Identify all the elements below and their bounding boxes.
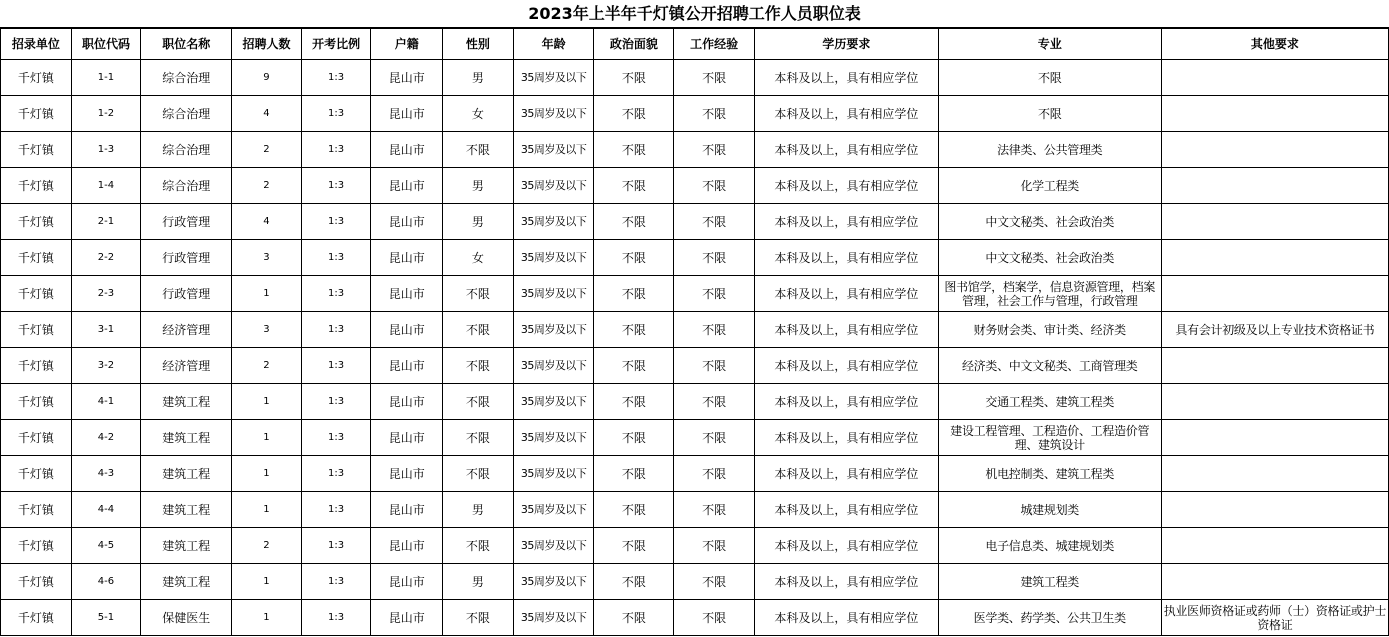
cell-experience: 不限 [674,384,755,420]
cell-ratio: 1:3 [301,168,371,204]
cell-hukou: 昆山市 [371,420,443,456]
cell-code: 1-1 [71,60,141,96]
cell-count: 1 [232,600,302,636]
cell-other [1161,492,1388,528]
table-row [1,60,1389,96]
cell-code: 3-1 [71,312,141,348]
cell-gender: 女 [443,96,514,132]
cell-count: 1 [232,564,302,600]
cell-major: 化学工程类 [938,168,1161,204]
cell-ratio: 1:3 [301,600,371,636]
cell-ratio: 1:3 [301,420,371,456]
cell-gender: 不限 [443,132,514,168]
cell-age: 35周岁及以下 [513,384,594,420]
cell-unit: 千灯镇 [1,348,72,384]
cell-code: 4-4 [71,492,141,528]
table-row [1,384,1389,420]
cell-unit: 千灯镇 [1,492,72,528]
cell-politics: 不限 [594,528,674,564]
cell-unit: 千灯镇 [1,240,72,276]
cell-experience: 不限 [674,312,755,348]
cell-major: 电子信息类、城建规划类 [938,528,1161,564]
cell-experience: 不限 [674,204,755,240]
cell-experience: 不限 [674,528,755,564]
cell-education: 本科及以上，具有相应学位 [754,528,938,564]
cell-other [1161,276,1388,312]
cell-age: 35周岁及以下 [513,420,594,456]
cell-major: 机电控制类、建筑工程类 [938,456,1161,492]
table-row [1,276,1389,312]
header-cell: 学历要求 [754,29,938,60]
cell-age: 35周岁及以下 [513,492,594,528]
table-row [1,240,1389,276]
cell-name: 经济管理 [141,348,232,384]
cell-code: 4-6 [71,564,141,600]
cell-count: 2 [232,528,302,564]
cell-politics: 不限 [594,60,674,96]
cell-other [1161,528,1388,564]
cell-other [1161,384,1388,420]
cell-education: 本科及以上，具有相应学位 [754,60,938,96]
cell-other [1161,456,1388,492]
cell-code: 5-1 [71,600,141,636]
cell-experience: 不限 [674,600,755,636]
cell-education: 本科及以上，具有相应学位 [754,420,938,456]
cell-age: 35周岁及以下 [513,132,594,168]
cell-count: 1 [232,456,302,492]
table-row [1,348,1389,384]
cell-name: 建筑工程 [141,420,232,456]
cell-other [1161,132,1388,168]
cell-name: 行政管理 [141,276,232,312]
cell-education: 本科及以上，具有相应学位 [754,168,938,204]
cell-ratio: 1:3 [301,204,371,240]
cell-other [1161,96,1388,132]
cell-experience: 不限 [674,60,755,96]
cell-age: 35周岁及以下 [513,564,594,600]
cell-age: 35周岁及以下 [513,168,594,204]
cell-politics: 不限 [594,96,674,132]
sheet-title: 2023年上半年千灯镇公开招聘工作人员职位表 [0,0,1389,28]
header-cell: 招录单位 [1,29,72,60]
cell-politics: 不限 [594,276,674,312]
cell-age: 35周岁及以下 [513,60,594,96]
cell-experience: 不限 [674,168,755,204]
cell-gender: 不限 [443,420,514,456]
cell-name: 建筑工程 [141,384,232,420]
cell-code: 1-4 [71,168,141,204]
cell-name: 行政管理 [141,240,232,276]
table-row [1,312,1389,348]
cell-politics: 不限 [594,240,674,276]
cell-code: 3-2 [71,348,141,384]
cell-count: 1 [232,384,302,420]
table-row [1,528,1389,564]
cell-unit: 千灯镇 [1,312,72,348]
cell-education: 本科及以上，具有相应学位 [754,348,938,384]
cell-major: 财务财会类、审计类、经济类 [938,312,1161,348]
cell-experience: 不限 [674,456,755,492]
cell-ratio: 1:3 [301,240,371,276]
cell-age: 35周岁及以下 [513,312,594,348]
table-row [1,168,1389,204]
header-cell: 职位名称 [141,29,232,60]
cell-code: 4-3 [71,456,141,492]
cell-major: 中文文秘类、社会政治类 [938,240,1161,276]
cell-major: 图书馆学，档案学，信息资源管理，档案管理，社会工作与管理，行政管理 [938,276,1161,312]
header-row [1,29,1389,60]
cell-unit: 千灯镇 [1,564,72,600]
cell-gender: 不限 [443,600,514,636]
cell-politics: 不限 [594,204,674,240]
header-cell: 职位代码 [71,29,141,60]
cell-education: 本科及以上，具有相应学位 [754,564,938,600]
table-row [1,420,1389,456]
cell-unit: 千灯镇 [1,60,72,96]
cell-unit: 千灯镇 [1,96,72,132]
cell-name: 建筑工程 [141,492,232,528]
cell-other [1161,240,1388,276]
position-table [0,28,1389,636]
table-row [1,564,1389,600]
cell-unit: 千灯镇 [1,384,72,420]
cell-experience: 不限 [674,132,755,168]
cell-politics: 不限 [594,420,674,456]
cell-count: 2 [232,348,302,384]
header-cell: 年龄 [513,29,594,60]
cell-gender: 不限 [443,456,514,492]
cell-name: 综合治理 [141,168,232,204]
cell-code: 1-2 [71,96,141,132]
cell-major: 建设工程管理、工程造价、工程造价管理、建筑设计 [938,420,1161,456]
cell-count: 1 [232,420,302,456]
cell-count: 3 [232,240,302,276]
cell-experience: 不限 [674,240,755,276]
cell-ratio: 1:3 [301,564,371,600]
cell-hukou: 昆山市 [371,528,443,564]
cell-count: 1 [232,276,302,312]
cell-major: 交通工程类、建筑工程类 [938,384,1161,420]
cell-other: 执业医师资格证或药师（士）资格证或护士资格证 [1161,600,1388,636]
cell-education: 本科及以上，具有相应学位 [754,456,938,492]
cell-name: 行政管理 [141,204,232,240]
cell-code: 4-2 [71,420,141,456]
header-cell: 性别 [443,29,514,60]
cell-gender: 男 [443,168,514,204]
cell-major: 城建规划类 [938,492,1161,528]
header-cell: 户籍 [371,29,443,60]
cell-politics: 不限 [594,492,674,528]
cell-education: 本科及以上，具有相应学位 [754,240,938,276]
cell-major: 法律类、公共管理类 [938,132,1161,168]
cell-ratio: 1:3 [301,492,371,528]
cell-unit: 千灯镇 [1,168,72,204]
cell-count: 1 [232,492,302,528]
header-cell: 工作经验 [674,29,755,60]
cell-other [1161,420,1388,456]
cell-gender: 不限 [443,528,514,564]
cell-education: 本科及以上，具有相应学位 [754,600,938,636]
cell-gender: 不限 [443,348,514,384]
cell-ratio: 1:3 [301,132,371,168]
cell-ratio: 1:3 [301,312,371,348]
cell-code: 2-1 [71,204,141,240]
cell-other: 具有会计初级及以上专业技术资格证书 [1161,312,1388,348]
cell-experience: 不限 [674,276,755,312]
cell-count: 4 [232,204,302,240]
cell-politics: 不限 [594,168,674,204]
cell-other [1161,168,1388,204]
cell-code: 4-5 [71,528,141,564]
table-body [1,60,1389,636]
cell-age: 35周岁及以下 [513,276,594,312]
cell-name: 综合治理 [141,96,232,132]
table-row [1,204,1389,240]
header-cell: 政治面貌 [594,29,674,60]
table-row [1,600,1389,636]
cell-experience: 不限 [674,492,755,528]
cell-gender: 男 [443,60,514,96]
cell-count: 2 [232,132,302,168]
cell-unit: 千灯镇 [1,420,72,456]
cell-education: 本科及以上，具有相应学位 [754,132,938,168]
cell-hukou: 昆山市 [371,456,443,492]
cell-other [1161,348,1388,384]
cell-politics: 不限 [594,384,674,420]
cell-other [1161,204,1388,240]
cell-code: 4-1 [71,384,141,420]
cell-hukou: 昆山市 [371,204,443,240]
cell-experience: 不限 [674,564,755,600]
cell-count: 2 [232,168,302,204]
cell-major: 中文文秘类、社会政治类 [938,204,1161,240]
cell-age: 35周岁及以下 [513,348,594,384]
cell-education: 本科及以上，具有相应学位 [754,492,938,528]
cell-code: 2-3 [71,276,141,312]
cell-gender: 女 [443,240,514,276]
cell-age: 35周岁及以下 [513,96,594,132]
header-cell: 其他要求 [1161,29,1388,60]
cell-gender: 男 [443,204,514,240]
cell-ratio: 1:3 [301,384,371,420]
cell-name: 建筑工程 [141,564,232,600]
cell-other [1161,564,1388,600]
cell-ratio: 1:3 [301,276,371,312]
cell-hukou: 昆山市 [371,564,443,600]
cell-unit: 千灯镇 [1,276,72,312]
cell-count: 9 [232,60,302,96]
cell-gender: 不限 [443,276,514,312]
cell-ratio: 1:3 [301,348,371,384]
cell-name: 建筑工程 [141,456,232,492]
cell-experience: 不限 [674,348,755,384]
cell-hukou: 昆山市 [371,96,443,132]
cell-age: 35周岁及以下 [513,528,594,564]
cell-education: 本科及以上，具有相应学位 [754,204,938,240]
cell-hukou: 昆山市 [371,600,443,636]
cell-hukou: 昆山市 [371,240,443,276]
cell-hukou: 昆山市 [371,312,443,348]
cell-count: 4 [232,96,302,132]
cell-unit: 千灯镇 [1,132,72,168]
table-row [1,456,1389,492]
cell-unit: 千灯镇 [1,456,72,492]
cell-name: 保健医生 [141,600,232,636]
cell-name: 综合治理 [141,60,232,96]
cell-hukou: 昆山市 [371,384,443,420]
table-row [1,96,1389,132]
cell-politics: 不限 [594,348,674,384]
cell-name: 经济管理 [141,312,232,348]
cell-ratio: 1:3 [301,96,371,132]
cell-politics: 不限 [594,132,674,168]
cell-education: 本科及以上，具有相应学位 [754,384,938,420]
cell-count: 3 [232,312,302,348]
cell-experience: 不限 [674,96,755,132]
cell-politics: 不限 [594,600,674,636]
cell-age: 35周岁及以下 [513,240,594,276]
cell-ratio: 1:3 [301,60,371,96]
cell-other [1161,60,1388,96]
cell-hukou: 昆山市 [371,492,443,528]
cell-gender: 男 [443,564,514,600]
cell-politics: 不限 [594,312,674,348]
cell-gender: 不限 [443,384,514,420]
cell-code: 1-3 [71,132,141,168]
cell-politics: 不限 [594,456,674,492]
cell-ratio: 1:3 [301,456,371,492]
table-row [1,132,1389,168]
cell-hukou: 昆山市 [371,132,443,168]
cell-education: 本科及以上，具有相应学位 [754,276,938,312]
header-cell: 招聘人数 [232,29,302,60]
cell-unit: 千灯镇 [1,204,72,240]
cell-age: 35周岁及以下 [513,204,594,240]
cell-hukou: 昆山市 [371,60,443,96]
header-cell: 专业 [938,29,1161,60]
cell-education: 本科及以上，具有相应学位 [754,96,938,132]
cell-experience: 不限 [674,420,755,456]
cell-age: 35周岁及以下 [513,600,594,636]
cell-ratio: 1:3 [301,528,371,564]
cell-major: 不限 [938,60,1161,96]
cell-major: 不限 [938,96,1161,132]
cell-hukou: 昆山市 [371,276,443,312]
header-cell: 开考比例 [301,29,371,60]
cell-hukou: 昆山市 [371,168,443,204]
cell-unit: 千灯镇 [1,600,72,636]
cell-age: 35周岁及以下 [513,456,594,492]
cell-gender: 不限 [443,312,514,348]
cell-name: 综合治理 [141,132,232,168]
cell-major: 建筑工程类 [938,564,1161,600]
cell-politics: 不限 [594,564,674,600]
cell-education: 本科及以上，具有相应学位 [754,312,938,348]
cell-hukou: 昆山市 [371,348,443,384]
table-row [1,492,1389,528]
cell-gender: 男 [443,492,514,528]
cell-major: 医学类、药学类、公共卫生类 [938,600,1161,636]
cell-code: 2-2 [71,240,141,276]
cell-name: 建筑工程 [141,528,232,564]
cell-major: 经济类、中文文秘类、工商管理类 [938,348,1161,384]
cell-unit: 千灯镇 [1,528,72,564]
